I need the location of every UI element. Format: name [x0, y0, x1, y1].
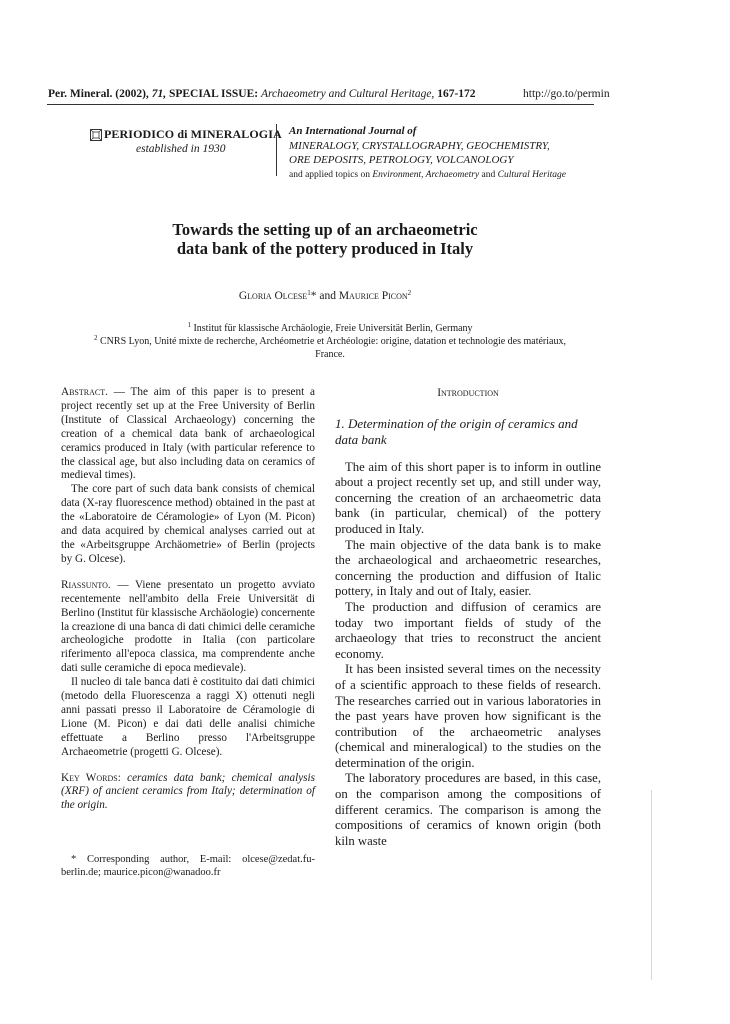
title-line2: data bank of the pottery produced in Italy: [176, 239, 474, 258]
intro-paragraph: The aim of this short paper is to inform in outline about a project recently set up, and still under way, concerning the creation of an archaeometric data bank (in particular, chemical) of the pottery produced in Italy.: [335, 459, 601, 536]
section-heading-introduction: Introduction: [437, 387, 499, 399]
journal-line1: An International Journal of: [289, 125, 417, 137]
masthead-name: PERIODICO di MINERALOGIA: [104, 127, 282, 141]
keywords: Key Words: ceramics data bank; chemical analysis (XRF) of ancient ceramics from Italy; determination of the origin.: [61, 771, 315, 812]
journal-line2: MINERALOGY, CRYSTALLOGRAPHY, GEOCHEMISTRY,: [289, 139, 550, 152]
intro-paragraph: The main objective of the data bank is to make the archaeological and archaeometric researches, concerning the production and diffusion of Italic pottery, in Italy and out of Italy, easier.: [335, 537, 601, 599]
masthead-divider: [276, 124, 277, 176]
author-picon: Maurice Picon: [338, 290, 408, 302]
journal-topics: and applied topics on Environment, Archaeometry and Cultural Heritage: [289, 169, 566, 180]
intro-paragraph: The production and diffusion of ceramics are today two important fields of study of the archaeology that tries to reconstruct the ancient economy.: [335, 599, 601, 661]
right-column: [335, 386, 601, 849]
masthead-established: established in 1930: [136, 143, 226, 155]
riassunto-p1: Riassunto. — Viene presentato un progetto avviato recentemente nell'ambito della Freie Universität di Berlino (Institut für klassische Archäologie) concernente la creazione di una banca di dati chimici delle ceramiche archeologiche prodotte in Italia (con particolare riferimento all'epoca classica, ma comprendente anche dati sulle ceramiche di epoca medievale).: [61, 578, 315, 675]
article-title: [0, 220, 650, 258]
affiliation-berlin: Institut für klassische Archäologie, Freie Universität Berlin, Germany: [193, 323, 473, 334]
author-list: Gloria Olcese$^1$* and Maurice Picon$^2$: [238, 289, 412, 302]
issue-label: SPECIAL ISSUE:: [168, 88, 259, 100]
affiliation-lyon: CNRS Lyon, Unité mixte de recherche, Archéometrie et Archéologie: origine, datation et technologie des matériaux,: [100, 336, 566, 347]
author-olcese: Gloria Olcese: [238, 290, 308, 302]
intro-paragraph: It has been insisted several times on the necessity of a scientific approach to these fields of research. The researches carried out in various laboratories in the past years have proven how significant is the contribution of the archaeometric analyses (chemical and mineralogical) to the studies on the determination of the origin.: [335, 662, 601, 770]
affiliations: $^1$ Institut für klassische Archäologie, Freie Universität Berlin, Germany $^2$ CNRS Lyon, Unité mixte de recherche, Archéometrie et Archéologie: origine, datation et technologie des matériaux, France.: [94, 321, 566, 360]
abstract-p1: Abstract. — The aim of this paper is to present a project recently set up at the Free University of Berlin (Institute of Classical Archaeology) concerning the creation of a chemical data bank of archaeological ceramics produced in Italy (with particular reference to the classical age, but also including data on ceramics of medieval times).: [61, 386, 316, 482]
abstract-p2: The core part of such data bank consists of chemical data (X-ray fluorescence method) obtained in the past at the «Laboratoire de Céramologie» of Lyon (M. Picon) and data acquired by chemical analyses carried out at the «Arbeitsgruppe Archäometrie» of Berlin (projects by G. Olcese).: [61, 483, 315, 565]
riassunto-p2: Il nucleo di tale banca dati è costituito dai dati chimici (metodo della Fluorescenza a raggi X) ottenuti negli anni passati presso il Laboratoire de Céramologie di Lione (M. Picon) e dai dati delle analisi chimiche effettuate a Berlino presso l'Arbeitsgruppe Archaeometrie (progetti G. Olcese).: [61, 676, 315, 758]
journal-description: [289, 124, 566, 182]
volume: 71,: [151, 88, 167, 100]
header-rule: [47, 104, 594, 105]
page-range: 167-172: [437, 88, 476, 100]
running-header: [48, 88, 476, 100]
journal-url: http://go.to/permin: [523, 88, 610, 100]
left-column: [61, 386, 315, 879]
journal-line3: ORE DEPOSITS, PETROLOGY, VOLCANOLOGY: [289, 154, 514, 166]
issue-title: Archaeometry and Cultural Heritage,: [260, 88, 435, 100]
scan-margin-line: [651, 790, 652, 980]
journal-abbrev: Per. Mineral. (2002),: [48, 88, 149, 100]
title-line1: Towards the setting up of an archaeometric: [172, 220, 478, 239]
corresponding-footnote: * Corresponding author, E-mail: olcese@zedat.fu-berlin.de; maurice.picon@wanadoo.fr: [61, 854, 315, 879]
journal-logo-icon: [90, 129, 102, 141]
intro-paragraph: The laboratory procedures are based, in this case, on the comparison among the compositions of different ceramics. The comparison is among the compositions of ceramics of known origin (both kiln waste: [335, 771, 601, 848]
subsection-heading: 1. Determination of the origin of ceramics and data bank: [335, 415, 578, 447]
